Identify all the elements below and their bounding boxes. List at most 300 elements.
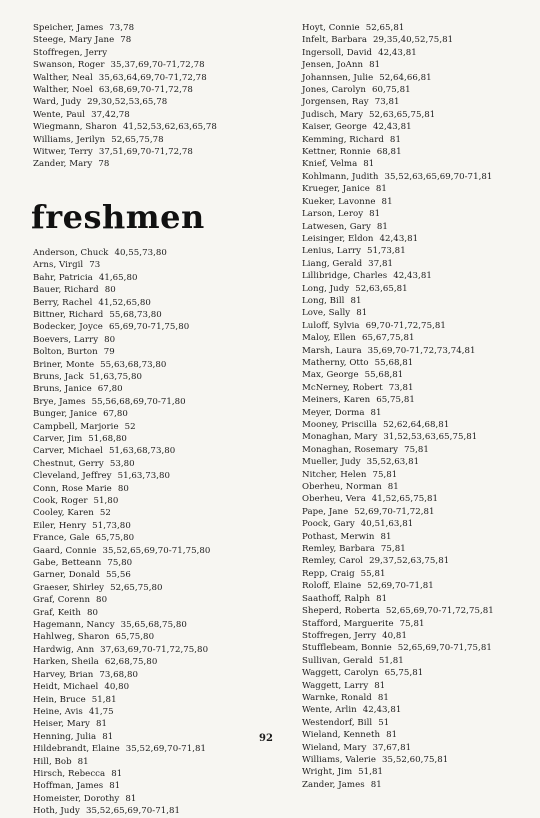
student-name: Monaghan, Rosemary (302, 444, 399, 455)
index-entry (33, 768, 271, 780)
index-entry (302, 605, 538, 617)
page-references: 52,69,70-71,72,81 (354, 506, 435, 517)
page-references: 51,63,73,80 (117, 471, 171, 482)
student-name: Garner, Donald (33, 570, 101, 581)
page-references: 35,52,63,81 (366, 457, 420, 468)
student-name: Bolton, Burton (33, 347, 98, 358)
student-name: Witwer, Terry (33, 147, 93, 158)
index-entry (302, 493, 538, 505)
index-entry (33, 371, 271, 383)
page-references: 35,52,63,65,69,70-71,81 (384, 171, 493, 182)
student-name: Graeser, Shirley (33, 582, 105, 593)
page-references: 81 (375, 184, 387, 195)
index-entry (33, 47, 271, 59)
index-entry (33, 780, 271, 792)
student-name: Swanson, Roger (33, 60, 105, 71)
index-entry (33, 433, 271, 445)
page-references: 81 (369, 209, 381, 220)
student-name: Sullivan, Gerald (302, 655, 373, 666)
student-name: Remley, Carol (302, 556, 364, 567)
page-references: 41,52,65,75,81 (371, 494, 439, 505)
index-entry (302, 680, 538, 692)
index-entry (33, 718, 271, 730)
index-entry (33, 121, 271, 133)
page-references: 42,43,81 (362, 705, 402, 716)
index-entry (302, 555, 538, 567)
page-references: 42,43,81 (378, 47, 417, 58)
page-references: 73 (89, 260, 101, 271)
student-name: Cooley, Karen (33, 508, 94, 519)
page-references: 81 (381, 196, 393, 207)
index-entry (33, 669, 271, 681)
index-entry (302, 171, 538, 183)
student-name: Wieland, Kenneth (302, 730, 381, 741)
page-references: 52,65,75,80 (110, 582, 163, 593)
student-name: Conn, Rose Marie (33, 483, 112, 494)
page-references: 73,81 (388, 382, 414, 393)
page-references: 35,52,65,69,70-71,75,80 (102, 545, 211, 556)
index-entry (33, 631, 271, 643)
student-name: Graf, Corenn (33, 595, 91, 606)
student-name: Hoffman, James (33, 781, 104, 792)
index-entry (33, 334, 271, 346)
student-name: Long, Judy (302, 283, 350, 294)
student-name: Eiler, Henry (33, 520, 87, 531)
index-entry (302, 84, 538, 96)
index-entry (302, 357, 538, 369)
student-name: Zander, James (302, 779, 365, 790)
page-references: 29,37,52,63,75,81 (369, 556, 450, 567)
page-references: 79 (103, 347, 115, 358)
index-entry (302, 431, 538, 443)
student-name: Wente, Arlin (302, 705, 357, 716)
student-name: Meyer, Dorma (302, 407, 365, 418)
student-name: Berry, Rachel (33, 297, 93, 308)
index-entry (302, 121, 538, 133)
page-references: 35,52,60,75,81 (382, 754, 449, 765)
index-entry (33, 805, 271, 817)
page-references: 73,78 (109, 23, 135, 33)
index-entry (302, 245, 538, 257)
page-number: 92 (259, 733, 273, 744)
index-entry (302, 692, 538, 704)
page-references: 55,63,68,73,80 (100, 359, 167, 370)
index-entry (33, 445, 271, 457)
index-entry (33, 470, 271, 482)
student-name: Bruns, Janice (33, 384, 92, 395)
student-name: Gaard, Connie (33, 545, 97, 556)
index-entry (33, 731, 271, 743)
page-references: 29,30,52,53,65,78 (87, 97, 168, 108)
index-entry (302, 394, 538, 406)
student-name: Hill, Bob (33, 756, 72, 767)
index-entry (302, 320, 538, 332)
student-name: Jensen, JoAnn (302, 60, 364, 71)
student-name: Nitcher, Helen (302, 469, 367, 480)
student-name: Harken, Sheila (33, 657, 99, 668)
page-references: 65,75,80 (95, 533, 135, 544)
student-name: Sheperd, Roberta (302, 606, 380, 617)
page-references: 35,63,64,69,70-71,72,78 (98, 72, 207, 83)
index-entry (302, 270, 538, 282)
student-name: Mueller, Judy (302, 457, 361, 468)
index-entry (33, 582, 271, 594)
page-references: 80 (104, 334, 116, 345)
index-entry (33, 644, 271, 656)
index-entry (302, 456, 538, 468)
student-name: Graf, Keith (33, 607, 81, 618)
index-entry (302, 158, 538, 170)
page-references: 81 (111, 768, 123, 779)
index-entry (302, 258, 538, 270)
student-name: Bauer, Richard (33, 285, 99, 296)
index-entry (302, 345, 538, 357)
student-name: Carver, Michael (33, 446, 103, 457)
student-name: Hagemann, Nancy (33, 620, 115, 631)
student-name: Roloff, Elaine (302, 581, 362, 592)
page-references: 40,51,63,81 (360, 519, 414, 530)
page-references: 52,65,75,78 (111, 134, 164, 145)
student-name: Waggett, Carolyn (302, 668, 379, 679)
student-name: Infelt, Barbara (302, 35, 368, 46)
page-references: 65,69,70-71,75,80 (108, 322, 190, 333)
student-name: Wente, Paul (33, 109, 86, 120)
page-references: 65,75,80 (115, 632, 155, 643)
page-references: 52,64,66,81 (379, 72, 432, 83)
student-name: Homeister, Dorothy (33, 793, 120, 804)
index-entry (33, 259, 271, 271)
page-references: 35,69,70-71,72,73,74,81 (367, 345, 476, 356)
page-references: 37,81 (368, 258, 394, 269)
student-name: Walther, Neal (33, 72, 93, 83)
page-references: 41,52,65,80 (98, 297, 151, 308)
student-name: Campbell, Marjorie (33, 421, 119, 432)
page-references: 37,42,78 (91, 109, 130, 120)
student-name: Heidt, Michael (33, 682, 99, 693)
page-references: 68,81 (376, 147, 402, 158)
index-entry (33, 421, 271, 433)
page-references: 35,37,69,70-71,72,78 (110, 60, 205, 71)
student-name: Lenius, Larry (302, 246, 362, 257)
index-entry (33, 532, 271, 544)
right-column (302, 22, 538, 791)
page-references: 51,73,80 (92, 520, 131, 531)
index-entry (302, 779, 538, 791)
student-name: Heiser, Mary (33, 719, 90, 730)
index-entry (33, 607, 271, 619)
student-name: Cook, Roger (33, 496, 88, 506)
index-entry (33, 793, 271, 805)
index-entry (33, 297, 271, 309)
student-name: Wieland, Mary (302, 742, 367, 753)
page-references: 37,67,81 (372, 742, 412, 753)
index-entry (302, 283, 538, 295)
index-entry (33, 706, 271, 718)
page-references: 35,52,69,70-71,81 (125, 744, 207, 755)
index-entry (33, 34, 271, 46)
index-entry (33, 22, 271, 34)
student-name: Marsh, Laura (302, 345, 362, 356)
page-references: 81 (356, 308, 368, 319)
student-name: France, Gale (33, 533, 90, 544)
page-references: 55,68,73,80 (109, 309, 162, 320)
index-entry (33, 383, 271, 395)
student-name: Long, Bill (302, 295, 345, 306)
student-name: Love, Sally (302, 308, 351, 319)
student-name: Liang, Gerald (302, 258, 363, 269)
previous-class-list (33, 22, 271, 171)
index-entry (33, 346, 271, 358)
index-entry (302, 407, 538, 419)
index-entry (302, 717, 538, 729)
page-references: 81 (363, 159, 375, 170)
student-name: Knief, Velma (302, 159, 358, 170)
page-references: 80 (87, 607, 99, 618)
page-references: 52 (124, 421, 136, 432)
student-name: Bunger, Janice (33, 409, 98, 420)
student-name: Briner, Monte (33, 359, 95, 370)
index-entry (302, 444, 538, 456)
page-references: 81 (389, 134, 401, 145)
student-name: Oberheu, Vera (302, 494, 366, 505)
index-entry (302, 754, 538, 766)
page-references: 81 (95, 719, 107, 730)
page-references: 52,63,65,75,81 (369, 109, 436, 120)
student-name: Carver, Jim (33, 433, 83, 444)
index-entry (302, 543, 538, 555)
page-references: 51,80 (93, 496, 119, 506)
index-entry (33, 594, 271, 606)
page-references: 65,75,81 (384, 668, 424, 679)
student-name: Jones, Carolyn (302, 85, 366, 96)
student-name: Ingersoll, David (302, 47, 373, 58)
student-name: Matherny, Otto (302, 357, 369, 368)
page-references: 35,65,68,75,80 (120, 620, 187, 631)
page-references: 67,80 (97, 384, 123, 395)
page-references: 51,63,75,80 (89, 371, 143, 382)
index-entry (302, 766, 538, 778)
student-name: Walther, Noel (33, 85, 93, 96)
page-references: 81 (386, 730, 398, 741)
page-references: 51,81 (358, 767, 384, 778)
page-references: 55,56 (106, 570, 131, 581)
page-references: 41,75 (88, 706, 114, 717)
student-name: Cleveland, Jeffrey (33, 471, 112, 482)
index-entry (33, 272, 271, 284)
page-references: 81 (370, 407, 382, 418)
index-entry (33, 109, 271, 121)
student-name: Wiegmann, Sharon (33, 122, 117, 133)
index-entry (33, 146, 271, 158)
index-entry (302, 72, 538, 84)
page-references: 52,65,81 (365, 23, 405, 33)
index-entry (33, 84, 271, 96)
index-entry (33, 321, 271, 333)
student-name: Wright, Jim (302, 767, 353, 778)
student-name: Stufflebeam, Bonnie (302, 643, 392, 654)
index-entry (302, 568, 538, 580)
index-entry (33, 681, 271, 693)
page-references: 62,68,75,80 (104, 657, 158, 668)
student-name: Leisinger, Eldon (302, 233, 374, 244)
index-entry (33, 408, 271, 420)
page-references: 73,68,80 (99, 669, 138, 680)
student-name: Westendorf, Bill (302, 717, 373, 728)
section-heading: freshmen (31, 197, 205, 236)
index-entry (302, 369, 538, 381)
page-references: 80 (117, 483, 129, 494)
student-name: Jorgensen, Ray (302, 97, 369, 108)
index-entry (302, 332, 538, 344)
index-entry (302, 531, 538, 543)
index-entry (33, 619, 271, 631)
student-name: Krueger, Janice (302, 184, 370, 195)
student-name: Luloff, Sylvia (302, 320, 360, 331)
freshmen-list (33, 247, 271, 818)
page-references: 81 (370, 779, 382, 790)
page-references: 78 (98, 159, 110, 170)
index-entry (302, 183, 538, 195)
page-references: 55,68,81 (374, 357, 414, 368)
page-references: 81 (377, 692, 389, 703)
student-name: Henning, Julia (33, 731, 97, 742)
index-entry (302, 642, 538, 654)
student-name: Mooney, Priscilla (302, 420, 378, 430)
page-references: 52,69,70-71,81 (367, 581, 434, 592)
index-entry (302, 34, 538, 46)
page-references: 81 (350, 295, 362, 306)
index-entry (302, 506, 538, 518)
student-name: Ward, Judy (33, 97, 82, 108)
page-references: 51,81 (91, 694, 117, 705)
page-references: 40,81 (382, 630, 407, 641)
page-references: 81 (380, 531, 392, 542)
page-references: 80 (104, 285, 116, 296)
index-entry (33, 694, 271, 706)
index-entry (302, 146, 538, 158)
page-references: 81 (125, 793, 137, 804)
index-entry (33, 520, 271, 532)
student-name: Speicher, James (33, 23, 104, 33)
index-entry (33, 507, 271, 519)
student-name: Gabe, Betteann (33, 558, 102, 569)
student-name: McNerney, Robert (302, 382, 383, 393)
student-name: Stafford, Marguerite (302, 618, 394, 629)
student-name: Bruns, Jack (33, 371, 84, 382)
index-entry (302, 729, 538, 741)
index-entry (302, 233, 538, 245)
page-references: 52,65,69,70-71,72,75,81 (385, 606, 494, 617)
student-name: Saathoff, Ralph (302, 593, 371, 604)
student-name: Hoth, Judy (33, 806, 80, 817)
index-entry (33, 359, 271, 371)
page-references: 55,68,81 (364, 370, 404, 381)
page-references: 78 (120, 35, 132, 46)
index-entry (302, 47, 538, 59)
student-name: Kohlmann, Judith (302, 171, 379, 182)
index-entry (33, 284, 271, 296)
student-name: Williams, Valerie (302, 754, 376, 765)
student-name: Poock, Gary (302, 519, 355, 530)
student-name: Larson, Leroy (302, 209, 364, 220)
page-references: 51 (378, 717, 390, 728)
index-entry (33, 96, 271, 108)
page-references: 63,68,69,70-71,72,78 (98, 85, 193, 96)
index-entry (33, 59, 271, 71)
page-references: 35,52,65,69,70-71,81 (85, 806, 181, 817)
page-references: 81 (369, 60, 381, 71)
student-name: Steege, Mary Jane (33, 35, 115, 46)
index-entry (302, 518, 538, 530)
index-entry (33, 483, 271, 495)
index-entry (33, 557, 271, 569)
student-name: Latwesen, Gary (302, 221, 371, 232)
page-references: 81 (102, 731, 114, 742)
student-name: Kueker, Lavonne (302, 196, 376, 207)
student-name: Kettner, Ronnie (302, 147, 371, 158)
student-name: Brye, James (33, 396, 86, 407)
index-entry (302, 419, 538, 431)
student-name: Bittner, Richard (33, 309, 104, 320)
page-references: 51,68,80 (88, 433, 127, 444)
index-entry (302, 221, 538, 233)
index-entry (302, 96, 538, 108)
student-name: Hardwig, Ann (33, 644, 95, 655)
student-name: Hein, Bruce (33, 694, 86, 705)
index-entry (302, 295, 538, 307)
page-references: 40,55,73,80 (114, 247, 167, 258)
page-references: 81 (376, 221, 388, 232)
page-references: 51,73,81 (367, 246, 406, 257)
page-references: 52,65,69,70-71,75,81 (397, 643, 492, 654)
page-references: 69,70-71,72,75,81 (365, 320, 446, 331)
page-references: 75,81 (372, 469, 398, 480)
index-entry (302, 618, 538, 630)
student-name: Oberheu, Norman (302, 482, 382, 493)
student-name: Arns, Virgil (33, 260, 84, 271)
student-name: Waggett, Larry (302, 680, 369, 691)
student-name: Monaghan, Mary (302, 432, 378, 443)
page-references: 37,51,69,70-71,72,78 (98, 147, 193, 158)
page-references: 42,43,81 (379, 233, 419, 244)
page-references: 55,56,68,69,70-71,80 (91, 396, 186, 407)
student-name: Boevers, Larry (33, 334, 99, 345)
student-name: Heine, Avis (33, 706, 83, 717)
page-references: 31,52,53,63,65,75,81 (383, 432, 478, 443)
page-references: 73,81 (374, 97, 400, 108)
index-entry (33, 158, 271, 170)
student-name: Zander, Mary (33, 159, 93, 170)
index-entry (33, 569, 271, 581)
student-name: Meiners, Karen (302, 395, 371, 406)
index-entry (33, 134, 271, 146)
index-entry (302, 742, 538, 754)
index-entry (33, 396, 271, 408)
page-references: 29,35,40,52,75,81 (373, 35, 454, 46)
index-entry (302, 630, 538, 642)
page-references: 52,62,64,68,81 (383, 420, 450, 430)
index-entry (33, 545, 271, 557)
page-references: 53,80 (109, 458, 135, 469)
page-references: 42,43,81 (372, 122, 412, 133)
page-references: 75,81 (404, 444, 429, 455)
index-entry (302, 22, 538, 34)
page-references: 80 (96, 595, 108, 606)
page-references: 51,63,68,73,80 (108, 446, 176, 457)
page-references: 81 (387, 482, 399, 493)
index-entry (302, 208, 538, 220)
page-references: 75,81 (380, 544, 406, 555)
